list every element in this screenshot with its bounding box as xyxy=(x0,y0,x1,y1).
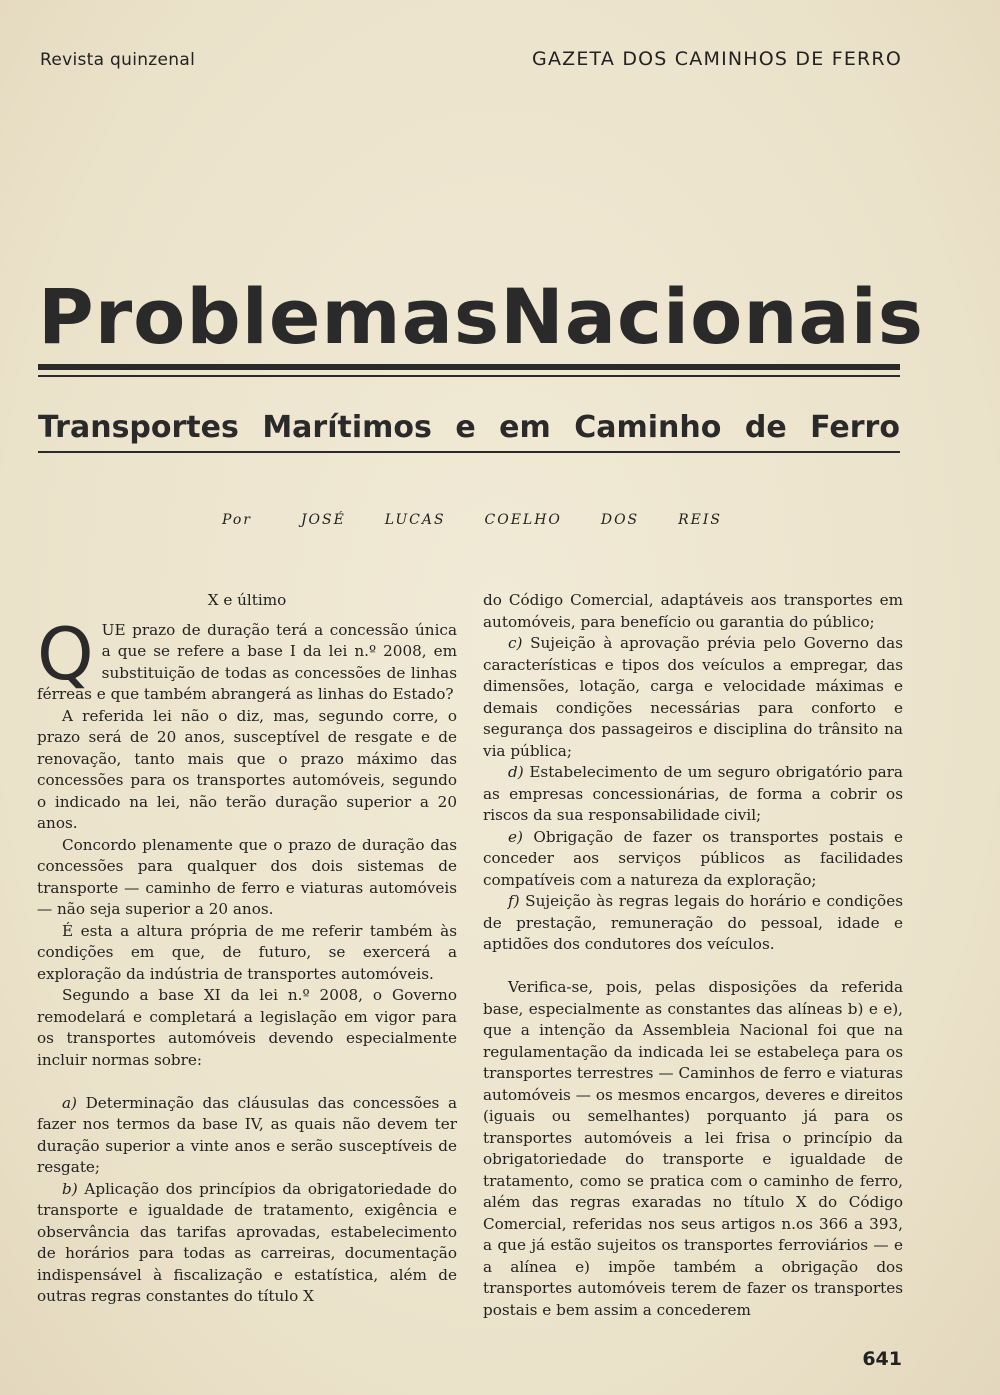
byline-name-word: DOS xyxy=(600,512,640,528)
subtitle-word: Caminho xyxy=(574,410,722,445)
item-label: f) xyxy=(508,892,520,910)
byline-name-word: JOSÉ xyxy=(300,512,346,528)
subtitle-word: Ferro xyxy=(810,410,900,445)
running-header-left: Revista quinzenal xyxy=(40,50,196,70)
paragraph: Segundo a base XI da lei n.º 2008, o Governo remodelará e completará a legislação em vigor para os transportes automóveis devendo especialmente incluir normas sobre: xyxy=(37,986,457,1069)
item-label: d) xyxy=(508,763,524,781)
list-item-b xyxy=(37,1179,457,1308)
title-word: Nacionais xyxy=(500,272,924,361)
author-byline xyxy=(222,512,722,528)
drop-cap: Q xyxy=(37,611,94,696)
paragraph: Verifica-se, pois, pelas disposições da referida base, especialmente as constantes das alíneas b) e e), que a intenção da Assembleia Nacional foi que na regulamentação da indicada lei se estabeleça para os transportes terrestres — Caminhos de ferro e viaturas automóveis — os mesmos encargos, deveres e direitos (iguais ou semelhantes) porquanto já para os transportes automóveis a lei frisa o princípio da obrigatoriedade do transporte e igualdade de tratamento, como se pratica com o caminho de ferro, além das regras exaradas no título X do Código Comercial, referidas nos seus artigos n.os 366 a 393, a que já estão sujeitos os transportes ferroviários — e a alínea e) impõe também a obrigação dos transportes automóveis terem de fazer os transportes postais e bem assim a concederem xyxy=(483,978,903,1319)
list-item-a xyxy=(37,1093,457,1179)
paragraph-text: UE prazo de duração terá a concessão única a que se refere a base I da lei n.º 2008, em substituição de todas as concessões de linhas férreas e que também abrangerá as linhas do Estado? xyxy=(37,620,457,703)
list-item-f xyxy=(483,891,903,956)
item-label: c) xyxy=(508,634,523,652)
subtitle-word: Transportes xyxy=(38,410,239,445)
page-number: 641 xyxy=(862,1348,902,1370)
byline-prefix: Por xyxy=(222,512,252,528)
item-text: Determinação das cláusulas das concessões a fazer nos termos da base IV, as quais não devem ter duração superior a vinte anos e serão susceptíveis de resgate; xyxy=(37,1093,458,1176)
item-text: Aplicação dos princípios da obrigatoriedade do transporte e igualdade de tratamento, exigência e observância das tarifas aprovadas, estabelecimento de horários para todas as carreiras, documentação indispensável à fiscalização e estatística, além de outras regras constantes do título X xyxy=(37,1179,457,1305)
byline-name-word: REIS xyxy=(678,512,722,528)
article-title xyxy=(38,272,924,361)
title-rule-thick xyxy=(38,364,900,370)
running-header-right: GAZETA DOS CAMINHOS DE FERRO xyxy=(532,48,902,70)
subtitle-word: de xyxy=(744,410,787,445)
paragraph: É esta a altura própria de me referir também às condições em que, de futuro, se exercerá a exploração da indústria de transportes automóveis. xyxy=(37,921,457,983)
subtitle-word: e xyxy=(455,410,476,445)
byline-name-word: LUCAS xyxy=(384,512,446,528)
title-word: Problemas xyxy=(38,272,501,361)
paragraph: Concordo plenamente que o prazo de duração das concessões para qualquer dos dois sistemas de transporte — caminho de ferro e viaturas automóveis — não seja superior a 20 anos. xyxy=(37,835,457,918)
item-text: Obrigação de fazer os transportes postais e conceder aos serviços públicos as facilidades compatíveis com a natureza da exploração; xyxy=(483,827,903,889)
item-text: Sujeição às regras legais do horário e condições de prestação, remuneração do pessoal, idade e aptidões dos condutores dos veículos. xyxy=(483,892,903,953)
subtitle-rule xyxy=(38,451,900,453)
list-item-e xyxy=(483,827,903,892)
item-label: e) xyxy=(508,827,523,846)
subtitle-word: em xyxy=(499,410,551,445)
paragraph: do Código Comercial, adaptáveis aos transportes em automóveis, para benefício ou garantia do público; xyxy=(483,591,903,631)
paragraph: A referida lei não o diz, mas, segundo corre, o prazo será de 20 anos, susceptível de resgate e de renovação, tanto mais que o prazo máximo das concessões para os transportes automóveis, segundo o indicado na lei, não terão duração superior a 20 anos. xyxy=(37,706,457,832)
list-item-d xyxy=(483,762,903,827)
item-text: Sujeição à aprovação prévia pelo Governo das características e tipos dos veículos a empregar, das dimensões, lotação, carga e velocidade máximas e demais condições necessárias para conforto e segurança dos passageiros e disciplina do trânsito na via pública; xyxy=(483,634,903,760)
item-text: Estabelecimento de um seguro obrigatório para as empresas concessionárias, de forma a cobrir os riscos da sua responsabilidade civil; xyxy=(483,763,903,824)
paragraph xyxy=(37,611,457,706)
text-column-right xyxy=(483,590,903,1321)
list-item-c xyxy=(483,633,903,762)
item-label: b) xyxy=(62,1179,78,1198)
article-subtitle xyxy=(38,410,900,445)
subtitle-word: Marítimos xyxy=(262,410,432,445)
item-label: a) xyxy=(62,1093,77,1112)
text-column-left xyxy=(37,590,457,1308)
section-heading: X e último xyxy=(207,591,287,609)
spacer xyxy=(37,1071,457,1093)
spacer xyxy=(483,956,903,978)
title-rule-thin xyxy=(38,375,900,377)
byline-name-word: COELHO xyxy=(484,512,562,528)
